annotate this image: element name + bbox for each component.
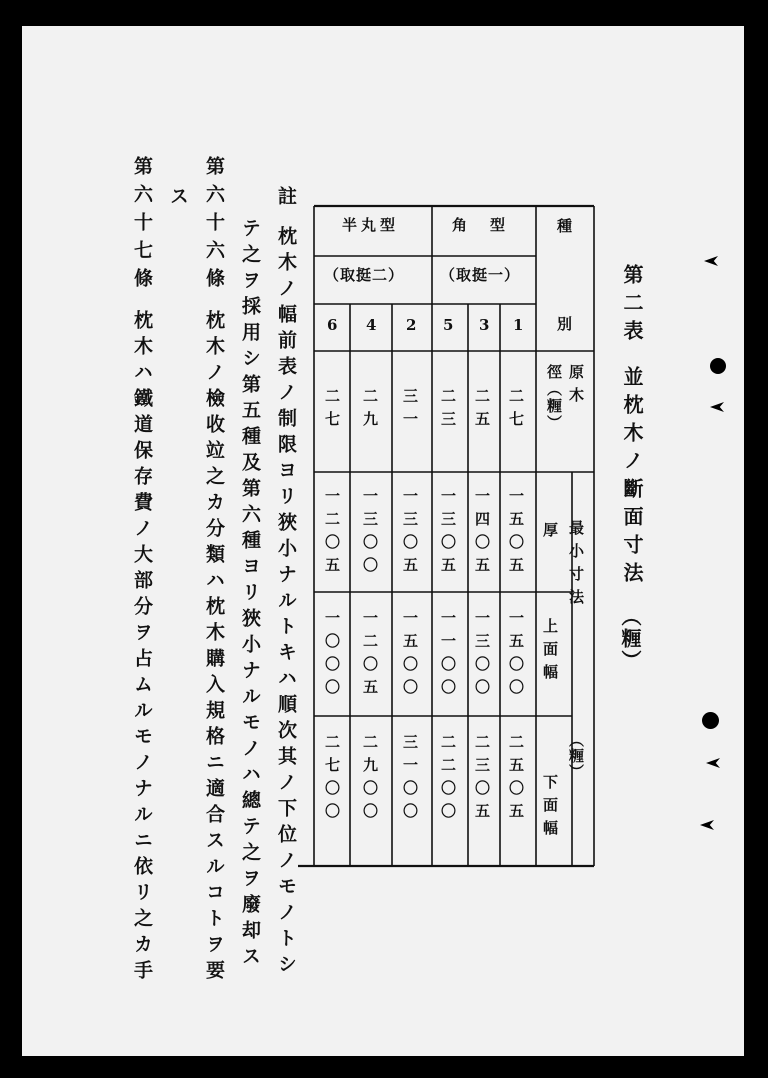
- col-num-4: 4: [366, 316, 377, 334]
- header-saisho: 最小寸法: [567, 520, 585, 612]
- jomen-6: 一〇〇〇: [323, 610, 341, 702]
- header-saisho-unit: （糎）: [567, 732, 585, 780]
- header-atsu: 厚: [541, 522, 559, 545]
- header-group-kaku: 角 型: [452, 216, 510, 234]
- col-num-5: 5: [443, 316, 454, 334]
- col-num-3: 3: [479, 316, 490, 334]
- kamen-4: 二九〇〇: [361, 734, 379, 826]
- jomen-1: 一五〇〇: [507, 610, 525, 702]
- col-num-1: 1: [513, 316, 524, 334]
- jomen-2: 一五〇〇: [401, 610, 419, 702]
- article-66-line-2: ス: [167, 186, 189, 211]
- header-jomen: 上面幅: [541, 618, 559, 687]
- header-betsu: 別: [555, 316, 573, 339]
- col-num-2: 2: [406, 316, 417, 334]
- jomen-5: 一一〇〇: [439, 610, 457, 702]
- binding-hole-top: [710, 358, 726, 374]
- header-group-hanmaru-sub: （取挺二）: [324, 266, 405, 284]
- atsu-5: 一三〇五: [439, 488, 457, 580]
- header-group-hanmaru: 半丸型: [342, 216, 400, 234]
- document-page: [22, 26, 744, 1056]
- kamen-2: 三一〇〇: [401, 734, 419, 826]
- header-group-kaku-sub: （取挺一）: [440, 266, 521, 284]
- article-66-line-1: 枕木ノ檢收竝之カ分類ハ枕木購入規格ニ適合スルコトヲ要: [203, 310, 225, 986]
- atsu-1: 一五〇五: [507, 488, 525, 580]
- header-kei: 徑（糎）: [545, 364, 563, 432]
- atsu-4: 一三〇〇: [361, 488, 379, 580]
- kamen-6: 二七〇〇: [323, 734, 341, 826]
- header-genboku: 原木: [567, 364, 585, 410]
- kamen-5: 二二〇〇: [439, 734, 457, 826]
- atsu-2: 一三〇五: [401, 488, 419, 580]
- genboku-5: 二三: [439, 388, 457, 434]
- kamen-3: 二三〇五: [473, 734, 491, 826]
- genboku-6: 二七: [323, 388, 341, 434]
- table-label: 第二表: [620, 264, 644, 348]
- header-kind: 種: [555, 218, 573, 241]
- article-67-label: 第六十七條: [131, 156, 153, 296]
- atsu-6: 一二〇五: [323, 488, 341, 580]
- kamen-1: 二五〇五: [507, 734, 525, 826]
- article-67-line-1: 枕木ハ鐵道保存費ノ大部分ヲ占ムルモノナルニ依リ之カ手: [131, 310, 153, 986]
- jomen-4: 一二〇五: [361, 610, 379, 702]
- jomen-3: 一三〇〇: [473, 610, 491, 702]
- genboku-4: 二九: [361, 388, 379, 434]
- genboku-1: 二七: [507, 388, 525, 434]
- article-66-label: 第六十六條: [203, 156, 225, 296]
- note-label: 註: [275, 186, 297, 211]
- binding-hole-bottom: [702, 712, 719, 729]
- note-line-1: 枕木ノ幅前表ノ制限ヨリ狹小ナルトキハ順次其ノ下位ノモノトシ: [275, 226, 297, 980]
- table-unit: （糎）: [618, 606, 642, 672]
- header-kamen: 下面幅: [541, 774, 559, 843]
- col-num-6: 6: [327, 316, 338, 334]
- genboku-2: 三一: [401, 388, 419, 434]
- genboku-3: 二五: [473, 388, 491, 434]
- note-line-2: テ之ヲ採用シ第五種及第六種ヨリ狹小ナルモノハ總テ之ヲ廢却ス: [239, 218, 261, 972]
- table-title: 並枕木ノ斷面寸法: [620, 366, 644, 590]
- atsu-3: 一四〇五: [473, 488, 491, 580]
